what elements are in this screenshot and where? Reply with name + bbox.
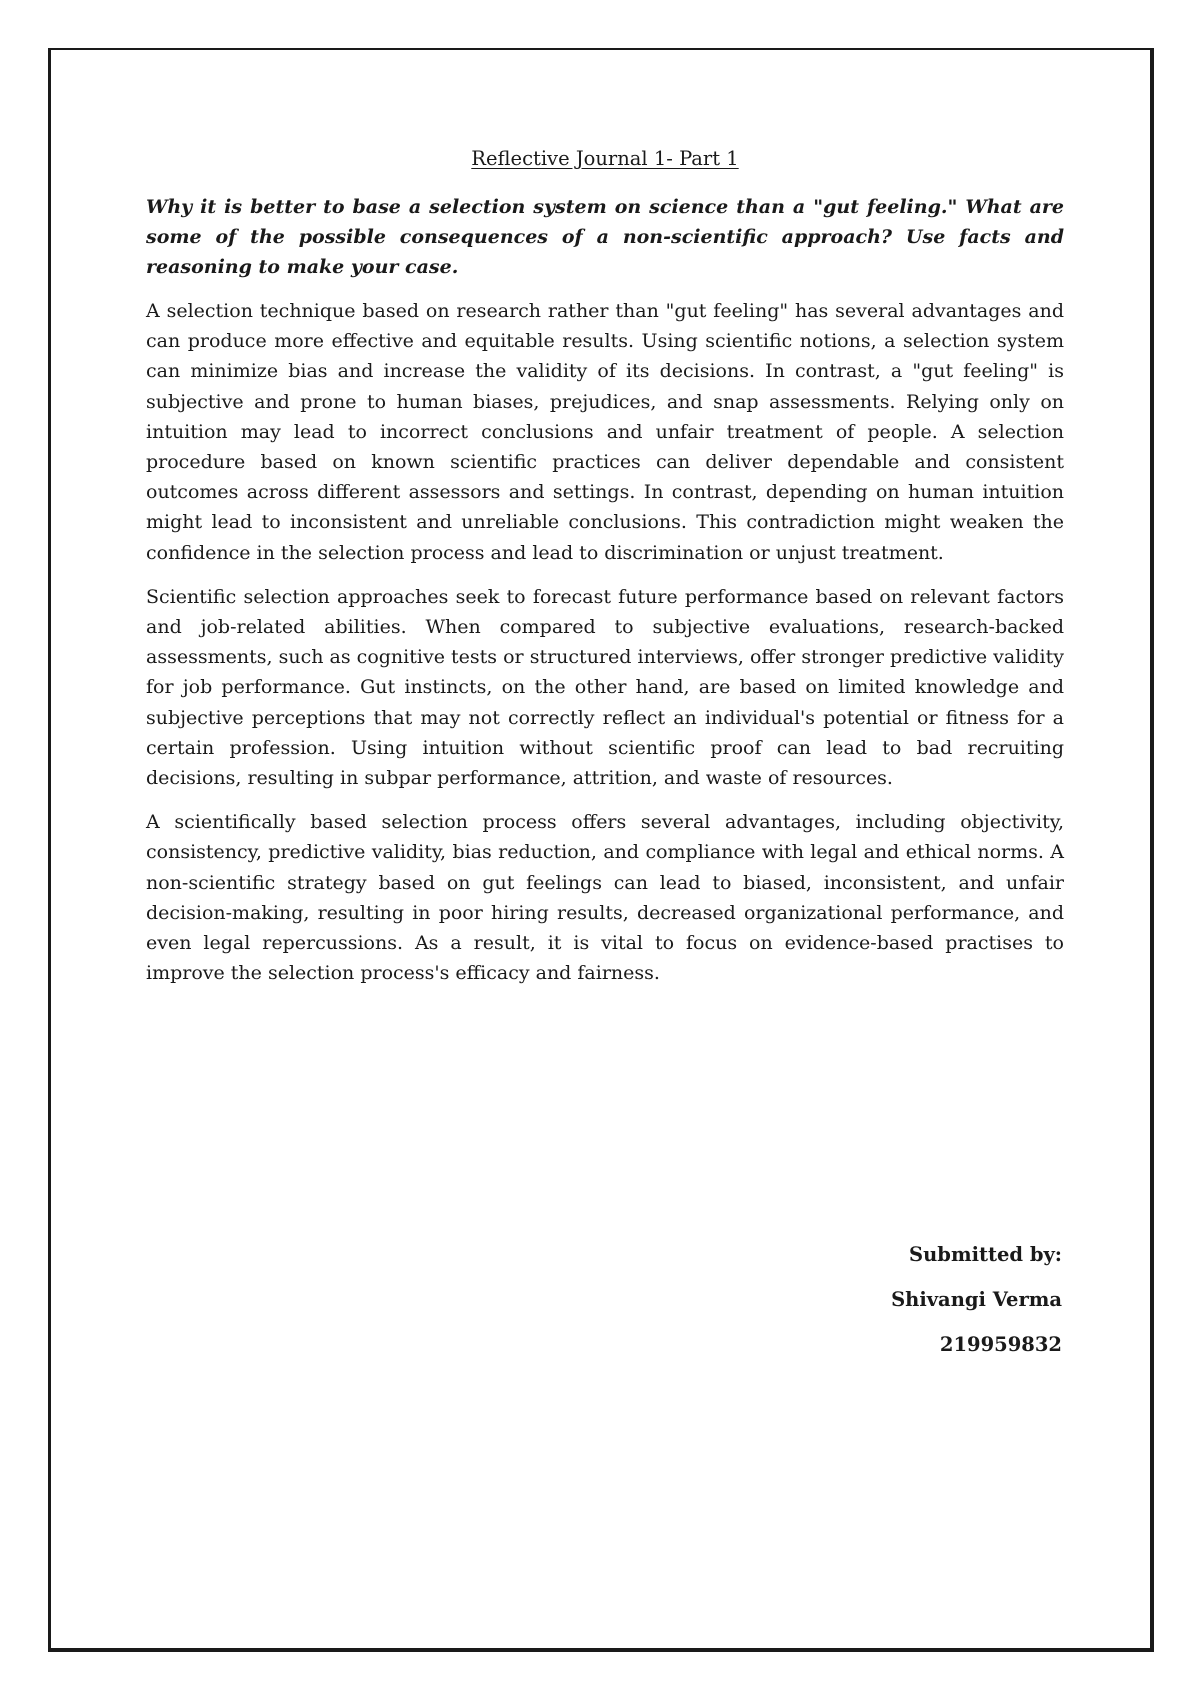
document-title: Reflective Journal 1- Part 1 xyxy=(471,147,739,170)
signature-block xyxy=(891,1240,1062,1375)
paragraph-1: A selection technique based on research rather than "gut feeling" has several advantages and can produce more effective and equitable results. Using scientific notions, a selection system can minimize bias and increase the validity of its decisions. In contrast, a "gut feeling" is subjective and prone to human biases, prejudices, and snap assessments. Relying only on intuition may lead to incorrect conclusions and unfair treatment of people. A selection procedure based on known scientific practices can deliver dependable and consistent outcomes across different assessors and settings. In contrast, depending on human intuition might lead to inconsistent and unreliable conclusions. This contradiction might weaken the confidence in the selection process and lead to discrimination or unjust treatment. xyxy=(146,300,1064,564)
author-name: Shivangi Verma xyxy=(891,1288,1062,1311)
document-body xyxy=(146,144,1064,1002)
paragraph-2: Scientific selection approaches seek to forecast future performance based on relevant factors and job-related abilities. When compared to subjective evaluations, research-backed assessments, such as cognitive tests or structured interviews, offer stronger predictive validity for job performance. Gut instincts, on the other hand, are based on limited knowledge and subjective perceptions that may not correctly reflect an individual's potential or fitness for a certain profession. Using intuition without scientific proof can lead to bad recruiting decisions, resulting in subpar performance, attrition, and waste of resources. xyxy=(146,585,1064,790)
journal-question: Why it is better to base a selection system on science than a "gut feeling." What are some of the possible consequences of a non-scientific approach? Use facts and reasoning to make your case. xyxy=(146,196,1064,278)
student-id: 219959832 xyxy=(939,1333,1062,1356)
paragraph-3: A scientifically based selection process offers several advantages, including objectivity, consistency, predictive validity, bias reduction, and compliance with legal and ethical norms. A non-scientific strategy based on gut feelings can lead to biased, inconsistent, and unfair decision-making, resulting in poor hiring results, decreased organizational performance, and even legal repercussions. As a result, it is vital to focus on evidence-based practises to improve the selection process's efficacy and fairness. xyxy=(146,811,1064,985)
submitted-by-label: Submitted by: xyxy=(909,1243,1062,1266)
